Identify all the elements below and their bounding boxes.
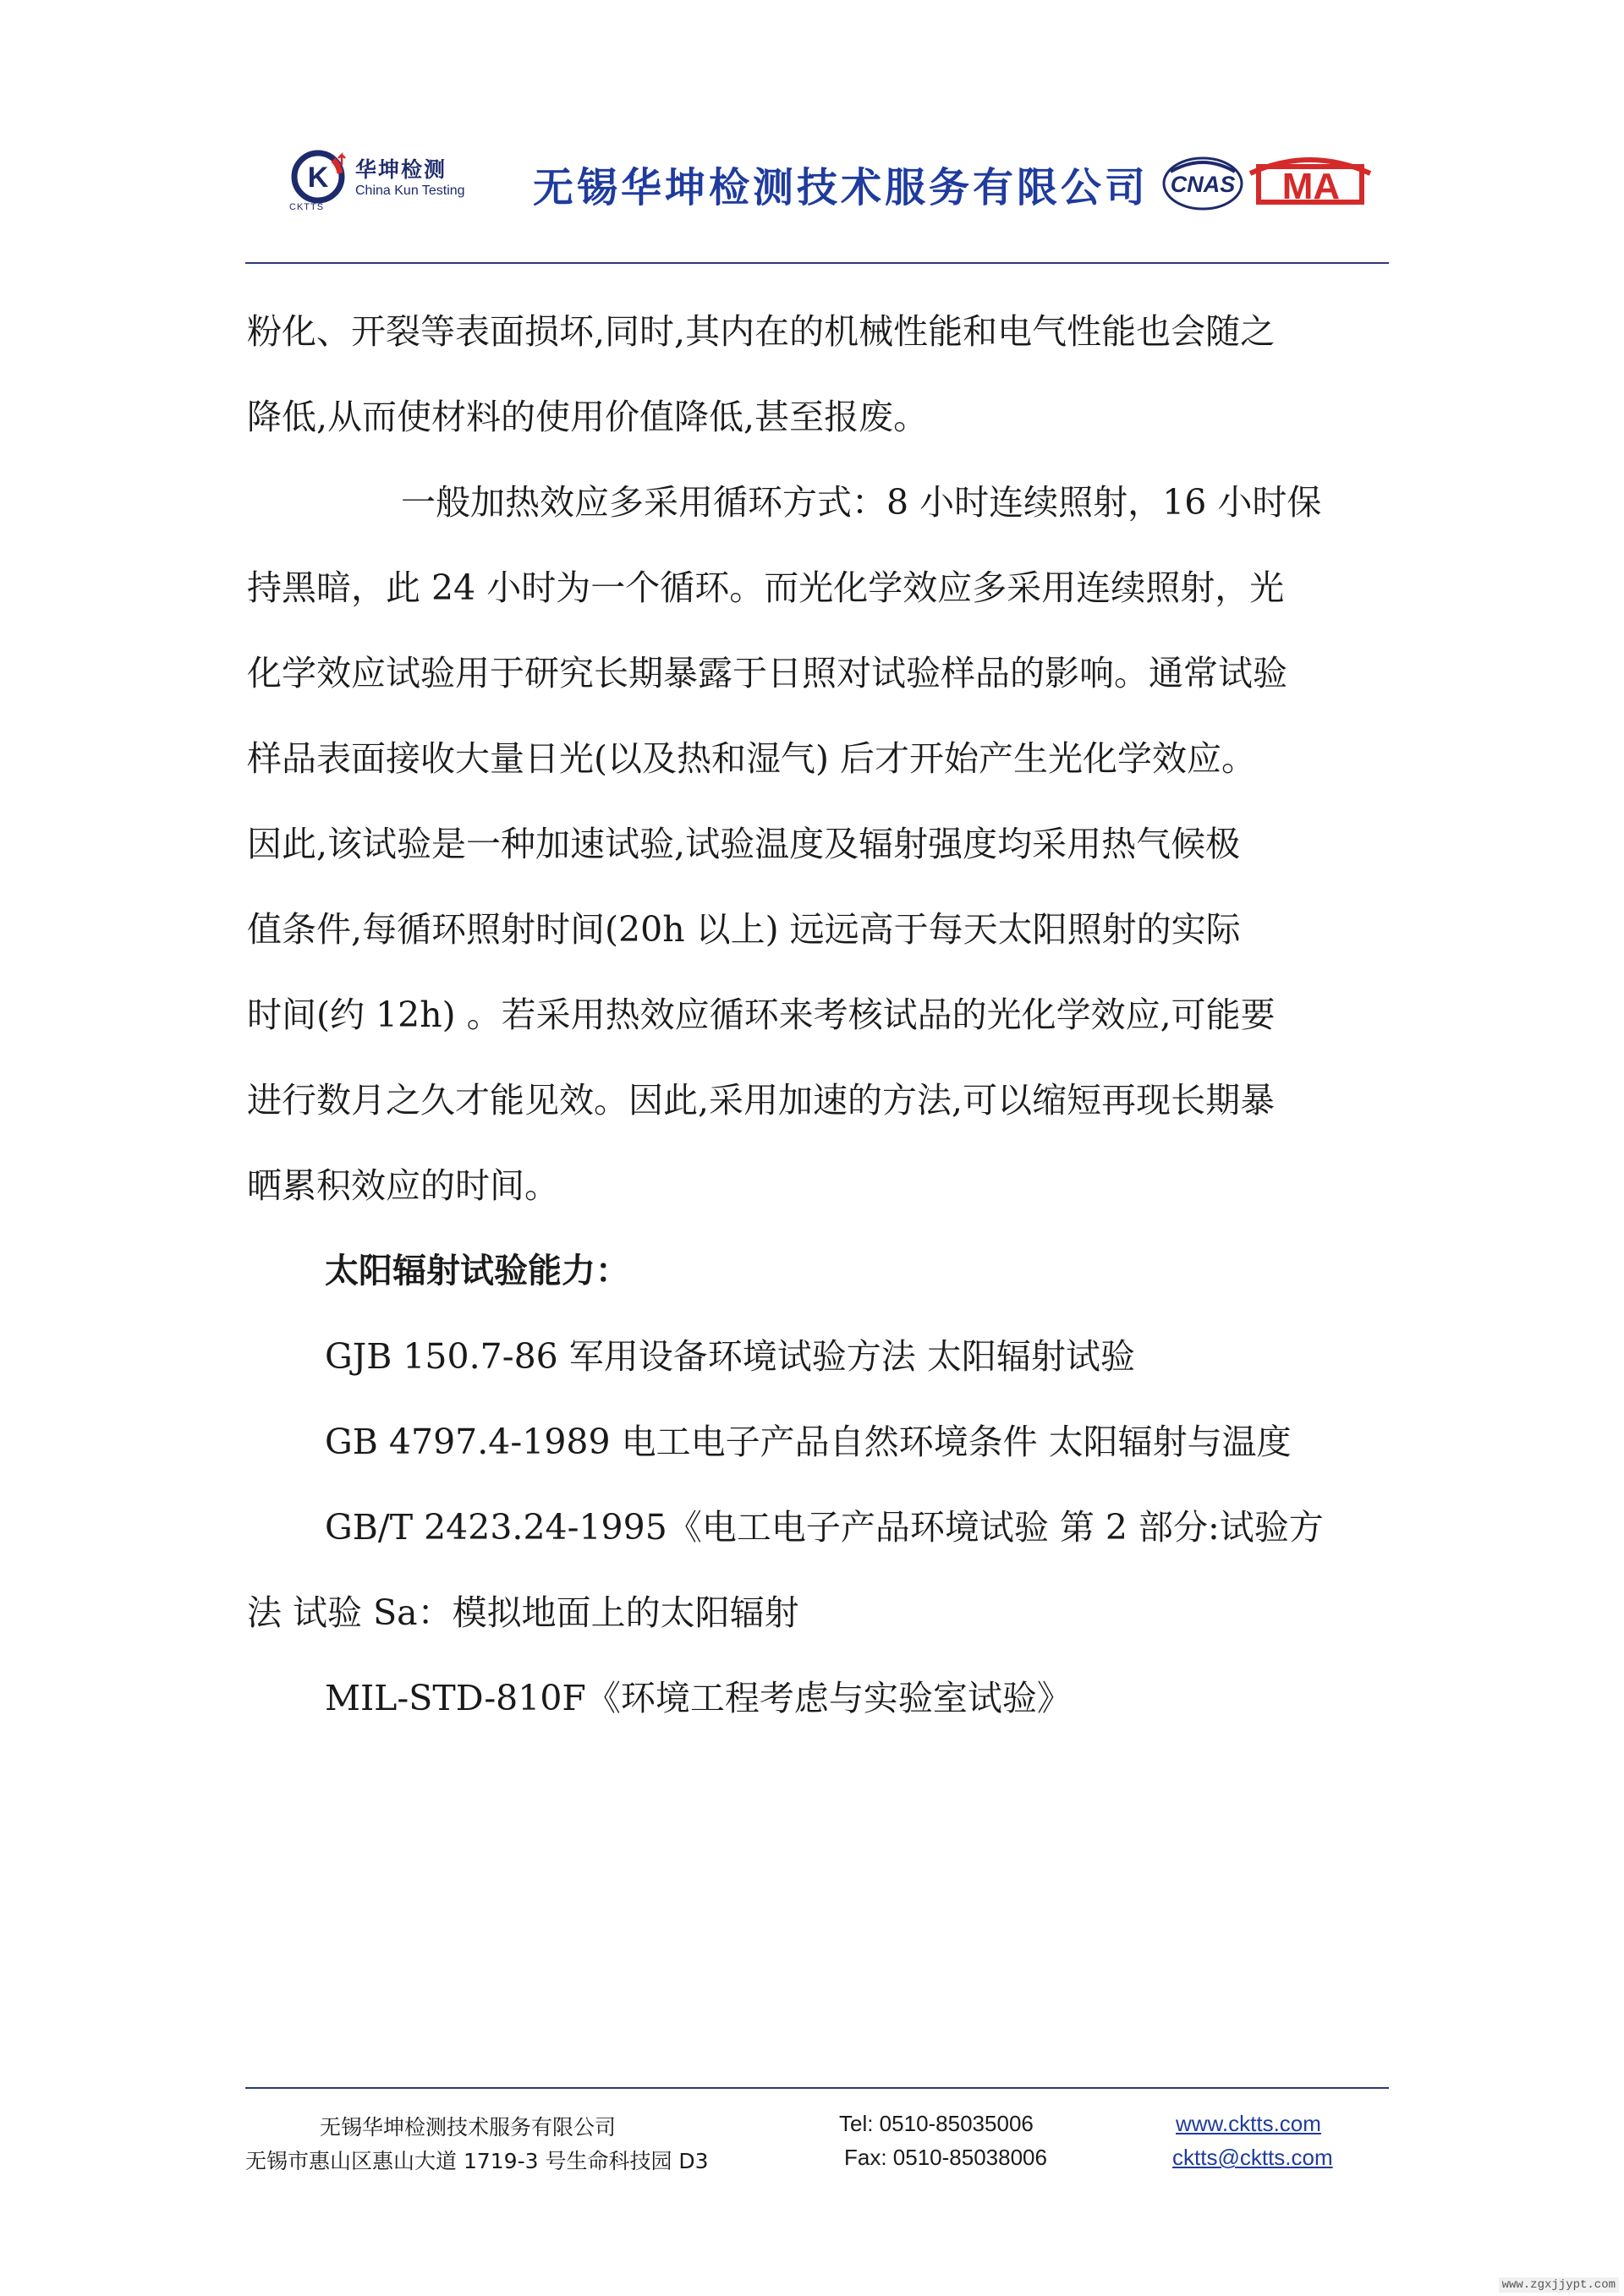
logo-letter: K xyxy=(307,162,329,194)
paragraph-line: 进行数月之久才能见效。因此,采用加速的方法,可以缩短再现长期暴 xyxy=(247,1080,1276,1121)
footer-address: 无锡市惠山区惠山大道 1719-3 号生命科技园 D3 xyxy=(245,2149,709,2173)
paragraph-line: 一般加热效应多采用循环方式：8 小时连续照射，16 小时保 xyxy=(401,482,1322,523)
standard-item: GJB 150.7-86 军用设备环境试验方法 太阳辐射试验 xyxy=(325,1336,1135,1377)
paragraph-line: 化学效应试验用于研究长期暴露于日照对试验样品的影响。通常试验 xyxy=(247,653,1287,693)
paragraph-line: 时间(约 12h) 。若采用热效应循环来考核试品的光化学效应,可能要 xyxy=(247,995,1276,1035)
capability-heading: 太阳辐射试验能力： xyxy=(325,1252,629,1290)
company-logo xyxy=(289,148,475,216)
page-footer xyxy=(245,2102,1396,2178)
cnas-cma-logo xyxy=(1159,148,1379,216)
footer-email-link[interactable]: cktts@cktts.com xyxy=(1172,2145,1333,2170)
logo-abbr: CKTTS xyxy=(289,202,325,212)
paragraph-line: 粉化、开裂等表面损坏,同时,其内在的机械性能和电气性能也会随之 xyxy=(247,311,1276,352)
logo-name-cn: 华坤检测 xyxy=(355,157,447,182)
footer-fax: Fax: 0510-85038006 xyxy=(844,2145,1047,2170)
standard-item: MIL-STD-810F《环境工程考虑与实验室试验》 xyxy=(325,1678,1072,1718)
logo-ring-icon xyxy=(289,148,357,209)
header-divider xyxy=(245,262,1389,264)
paragraph-line: 样品表面接收大量日光(以及热和湿气) 后才开始产生光化学效应。 xyxy=(247,738,1257,779)
cnas-mark: CNAS xyxy=(1170,172,1236,197)
footer-divider xyxy=(245,2087,1389,2089)
footer-company: 无锡华坤检测技术服务有限公司 xyxy=(320,2115,617,2140)
standard-item: GB/T 2423.24-1995《电工电子产品环境试验 第 2 部分:试验方 xyxy=(325,1507,1324,1548)
document-body xyxy=(247,289,1389,1741)
company-title: 无锡华坤检测技术服务有限公司 xyxy=(533,164,1149,211)
standard-item-continued: 法 试验 Sa：模拟地面上的太阳辐射 xyxy=(247,1592,799,1633)
paragraph-line: 值条件,每循环照射时间(20h 以上) 远远高于每天太阳照射的实际 xyxy=(247,909,1241,950)
paragraph-line: 因此,该试验是一种加速试验,试验温度及辐射强度均采用热气候极 xyxy=(247,824,1241,864)
footer-tel: Tel: 0510-85035006 xyxy=(839,2111,1034,2136)
certification-marks xyxy=(1159,148,1379,216)
footer-website-link[interactable]: www.cktts.com xyxy=(1176,2111,1321,2136)
standard-item: GB 4797.4-1989 电工电子产品自然环境条件 太阳辐射与温度 xyxy=(325,1422,1292,1462)
paragraph-line: 晒累积效应的时间。 xyxy=(247,1165,559,1206)
source-watermark: www.zgxjjypt.com xyxy=(1499,2277,1619,2293)
paragraph-line: 降低,从而使材料的使用价值降低,甚至报废。 xyxy=(247,397,929,437)
cma-mark: MA xyxy=(1281,166,1341,207)
page-header xyxy=(245,140,1396,249)
logo-name-en: China Kun Testing xyxy=(355,184,465,198)
paragraph-line: 持黑暗，此 24 小时为一个循环。而光化学效应多采用连续照射，光 xyxy=(247,567,1285,608)
